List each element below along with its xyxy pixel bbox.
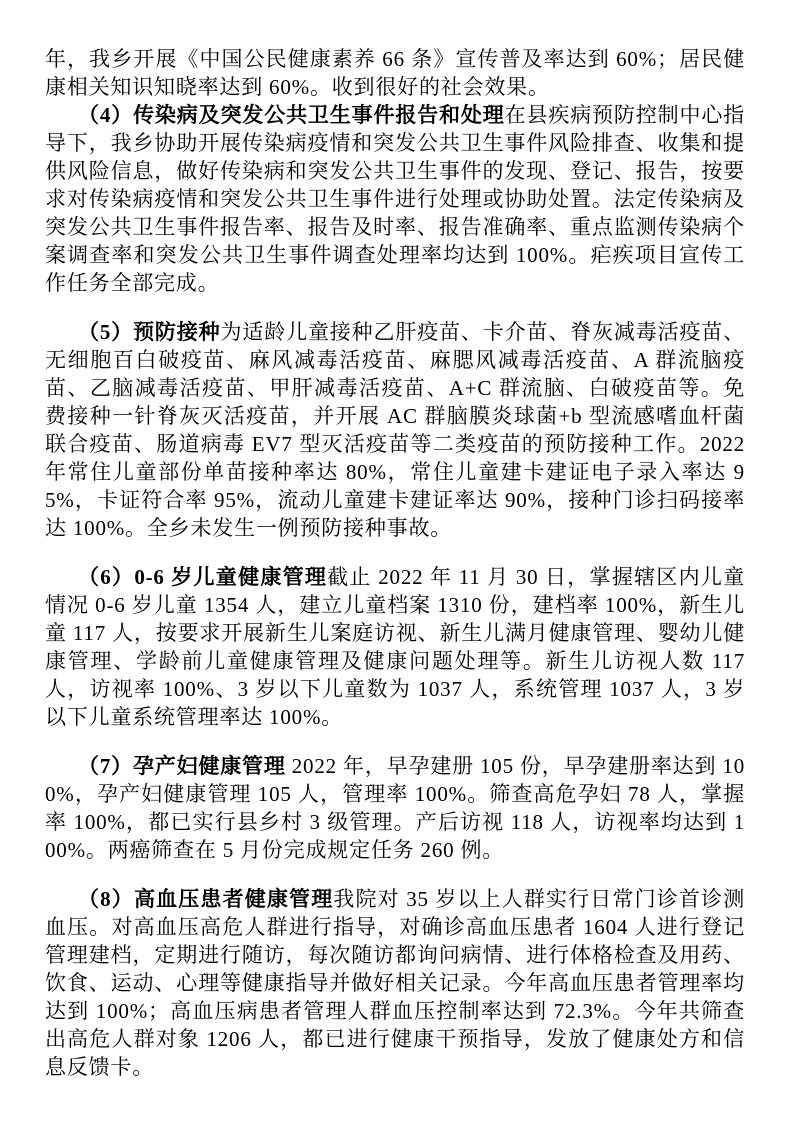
item-number: （4） xyxy=(78,103,134,127)
paragraph-body: 年，我乡开展《中国公民健康素养 66 条》宣传普及率达到 60%；居民健康相关知识知晓率达到 60%。收到很好的社会效果。 xyxy=(45,47,745,99)
item-number: （8） xyxy=(78,887,134,911)
paragraph-item-5-vaccination xyxy=(45,318,745,542)
paragraph-body: 我院对 35 岁以上人群实行日常门诊首诊测血压。对高血压高危人群进行指导，对确诊高血压患者 1604 人进行登记管理建档，定期进行随访，每次随访都询问病情、进行体格检查及用药、饮食、运动、心理等健康指导并做好相关记录。今年高血压患者管理率均达到 100%；高血压病患者管理人群血压控制率达到 72.3%。今年共筛查出高危人群对象 1206 人，都已进行健康干预指导，发放了健康处方和信息反馈卡。 xyxy=(45,887,745,1079)
paragraph-body: 为适龄儿童接种乙肝疫苗、卡介苗、脊灰减毒活疫苗、无细胞百白破疫苗、麻风减毒活疫苗、麻腮风减毒活疫苗、A 群流脑疫苗、乙脑减毒活疫苗、甲肝减毒活疫苗、A+C 群流脑、白破疫苗等。免费接种一针脊灰灭活疫苗，并开展 AC 群脑膜炎球菌+b 型流感嗜血杆菌联合疫苗、肠道病毒 EV7 型灭活疫苗等二类疫苗的预防接种工作。2022 年常住儿童部份单苗接种率达 80%，常住儿童建卡建证电子录入率达 95%，卡证符合率 95%，流动儿童建卡建证率达 90%，接种门诊扫码接率达 100%。全乡未发生一例预防接种事故。 xyxy=(45,320,746,540)
item-heading: 0-6 岁儿童健康管理 xyxy=(134,565,328,589)
paragraph-item-6-child-health-management xyxy=(45,563,745,731)
paragraph-body: 2022 年，早孕建册 105 份，早孕建册率达到 100%，孕产妇健康管理 105 人，管理率 100%。筛查高危孕妇 78 人，掌握率 100%，都已实行县乡村 3 级管理。产后访视 118 人，访视率均达到 100%。两癌筛查在 5 月份完成规定任务 260 例。 xyxy=(45,754,745,862)
paragraph-intro-continuation xyxy=(45,45,745,101)
paragraph-item-4-infectious-disease-reporting xyxy=(45,101,745,297)
paragraph-body: 在县疾病预防控制中心指导下，我乡协助开展传染病疫情和突发公共卫生事件风险排查、收集和提供风险信息，做好传染病和突发公共卫生事件的发现、登记、报告，按要求对传染病疫情和突发公共卫生事件进行处理或协助处置。法定传染病及突发公共卫生事件报告率、报告及时率、报告准确率、重点监测传染病个案调查率和突发公共卫生事件调查处理率均达到 100%。疟疾项目宣传工作任务全部完成。 xyxy=(45,103,745,295)
paragraph-item-7-maternal-health-management xyxy=(45,752,745,864)
paragraph-body: 截止 2022 年 11 月 30 日，掌握辖区内儿童情况 0-6 岁儿童 1354 人，建立儿童档案 1310 份，建档率 100%，新生儿童 117 人，按要求开展新生儿案庭访视、新生儿满月健康管理、婴幼儿健康管理、学龄前儿童健康管理及健康问题处理等。新生儿访视人数 117 人，访视率 100%、3 岁以下儿童数为 1037 人，系统管理 1037 人，3 岁以下儿童系统管理率达 100%。 xyxy=(45,565,745,729)
paragraph-item-8-hypertension-management xyxy=(45,885,745,1081)
item-heading: 孕产妇健康管理 xyxy=(132,754,286,778)
item-number: （6） xyxy=(78,565,135,589)
item-heading: 传染病及突发公共卫生事件报告和处理 xyxy=(133,103,505,127)
item-number: （5） xyxy=(78,320,134,344)
item-heading: 预防接种 xyxy=(133,320,221,344)
item-number: （7） xyxy=(78,754,133,778)
item-heading: 高血压患者健康管理 xyxy=(133,887,334,911)
